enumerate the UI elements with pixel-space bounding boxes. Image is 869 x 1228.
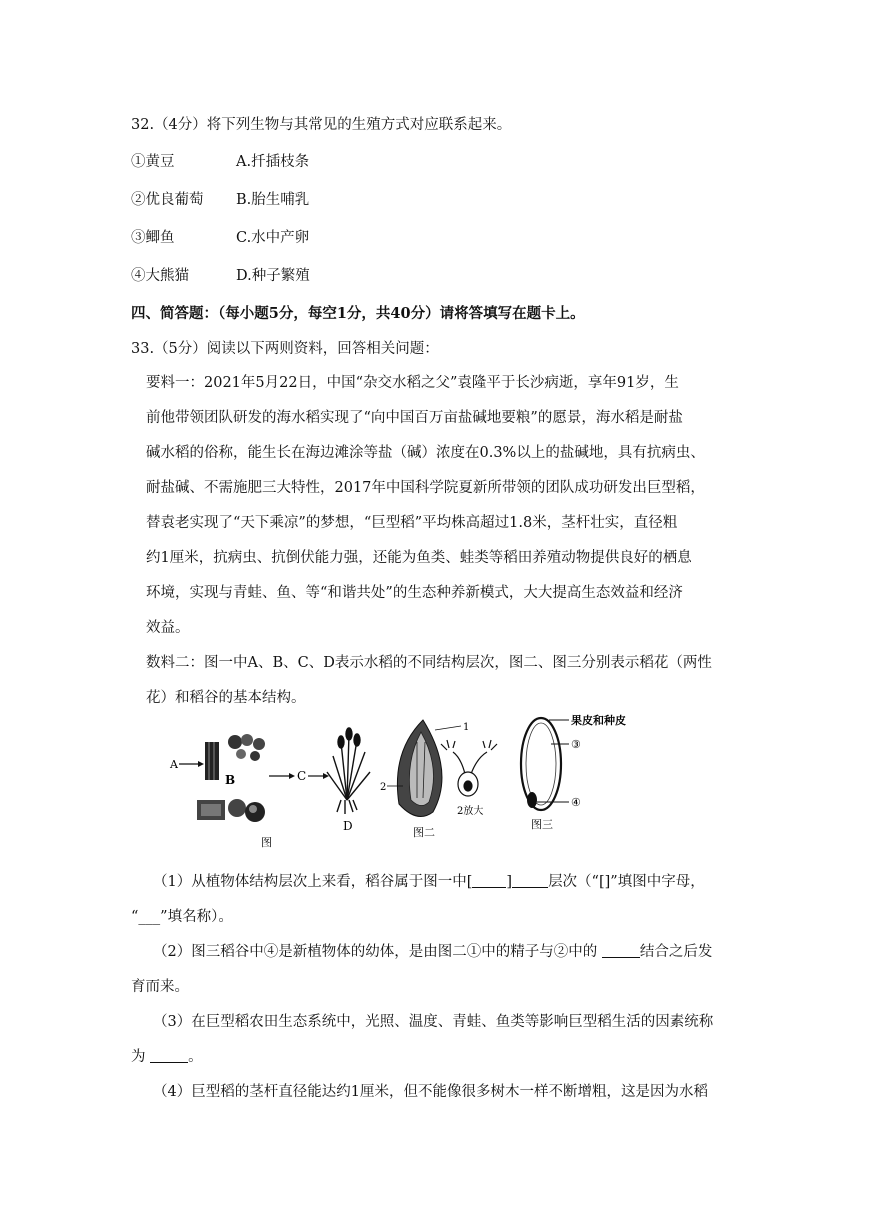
sub-question-2 [153, 940, 712, 961]
material1-line-1: 要料一：2021年5月22日，中国“杂交水稻之父”袁隆平于长沙病逝，享年91岁，生 [146, 375, 679, 391]
figure-rice-structures [165, 712, 645, 852]
material1-line-7: 环境，实现与青蛙、鱼、等“和谐共处”的生态种养新模式，大大提高生态效益和经济 [146, 585, 683, 601]
material1-line-6: 约1厘米，抗病虫、抗倒伏能力强，还能为鱼类、蛙类等稻田养殖动物提供良好的栖息 [146, 550, 692, 566]
rice-embryo [527, 792, 537, 808]
sub-question-3: （3）在巨型稻农田生态系统中，光照、温度、青蛙、鱼类等影响巨型稻生活的因素统称 [153, 1014, 714, 1030]
sub1-text-c: 层次（“[]”填图中字母， [548, 874, 705, 890]
q32-item-right-3: C.水中产卵 [236, 230, 310, 246]
q32-item-left-3: ③鲫鱼 [131, 230, 175, 246]
fig1-letter-d: D [343, 819, 353, 833]
figure-3 [521, 713, 626, 831]
figure-1 [169, 728, 370, 849]
material2-line-2: 花）和稻谷的基本结构。 [146, 690, 306, 706]
fig3-label-3: ③ [571, 738, 581, 751]
sub1-text-b: ] [506, 874, 513, 890]
fig1-caption: 图 [261, 836, 272, 849]
figure-2 [380, 720, 497, 839]
fig2-label-2: 2 [380, 782, 387, 793]
sub1-text-a: （1）从植物体结构层次上来看，稻谷属于图一中[ [153, 874, 473, 890]
material1-line-5: 替袁老实现了“天下乘凉”的梦想，“巨型稻”平均株高超过1.8米，茎杆壮实，直径粗 [146, 515, 678, 531]
fig2-label-enlarged: 2放大 [457, 806, 484, 817]
answer-blank-2[interactable] [512, 873, 548, 888]
q32-item-left-1: ①黄豆 [131, 154, 175, 170]
material1-line-4: 耐盐碱、不需施肥三大特性，2017年中国科学院夏新所带领的团队成功研发出巨型稻， [146, 480, 705, 496]
material1-line-2: 前他带领团队研发的海水稻实现了“向中国百万亩盐碱地要粮”的愿景，海水稻是耐盐 [146, 410, 683, 426]
fig2-caption: 图二 [413, 826, 435, 839]
rice-plant-d [327, 728, 370, 814]
fig1-letter-b: B [225, 773, 236, 787]
sub-question-2-cont: 育而来。 [131, 979, 189, 995]
rice-grain-outline [521, 718, 561, 810]
sub3-text-b: 为 [131, 1049, 146, 1065]
pistil-enlarged [441, 740, 497, 796]
answer-blank-1[interactable] [472, 873, 506, 888]
figure-svg [165, 712, 645, 852]
material2-line-1: 数料二：图一中A、B、C、D表示水稻的不同结构层次，图二、图三分别表示稻花（两性 [146, 655, 712, 671]
answer-blank-3[interactable] [602, 943, 640, 958]
cell-block-a [205, 742, 219, 780]
q32-item-left-2: ②优良葡萄 [131, 192, 204, 208]
q32-item-right-2: B.胎生哺乳 [236, 192, 310, 208]
q33-title: 33.（5分）阅读以下两则资料，回答相关问题： [131, 341, 439, 357]
material1-line-8: 效益。 [146, 620, 190, 636]
sub-question-4: （4）巨型稻的茎杆直径能达约1厘米，但不能像很多树木一样不断增粗，这是因为水稻 [153, 1084, 708, 1100]
q32-title: 32.（4分）将下列生物与其常见的生殖方式对应联系起来。 [131, 117, 512, 133]
fig1-letter-c: C [297, 769, 307, 783]
answer-blank-4[interactable] [150, 1048, 188, 1063]
sub3-text-c: 。 [188, 1049, 203, 1065]
sub2-text-a: （2）图三稻谷中④是新植物体的幼体，是由图二①中的精子与②中的 [153, 944, 598, 960]
q32-item-left-4: ④大熊猫 [131, 268, 189, 284]
fig1-letter-a: A [170, 758, 178, 771]
sub-question-3-cont [131, 1045, 203, 1066]
q32-item-right-4: D.种子繁殖 [236, 268, 310, 284]
sub2-text-b: 结合之后发 [639, 944, 713, 960]
fig3-caption: 图三 [531, 818, 553, 831]
sub-question-1-cont: “___”填名称）。 [131, 909, 233, 925]
fig2-label-1: 1 [463, 722, 470, 733]
section-heading: 四、简答题：（每小题5分，每空1分，共40分）请将答填写在题卡上。 [131, 305, 585, 322]
fig3-label-pericarp: 果皮和种皮 [571, 714, 626, 727]
material1-line-3: 碱水稻的俗称，能生长在海边滩涂等盐（碱）浓度在0.3%以上的盐碱地，具有抗病虫、 [146, 445, 705, 461]
fig3-label-4: ④ [571, 796, 581, 809]
q32-item-right-1: A.扦插枝条 [236, 154, 310, 170]
sub-question-1 [153, 870, 705, 891]
